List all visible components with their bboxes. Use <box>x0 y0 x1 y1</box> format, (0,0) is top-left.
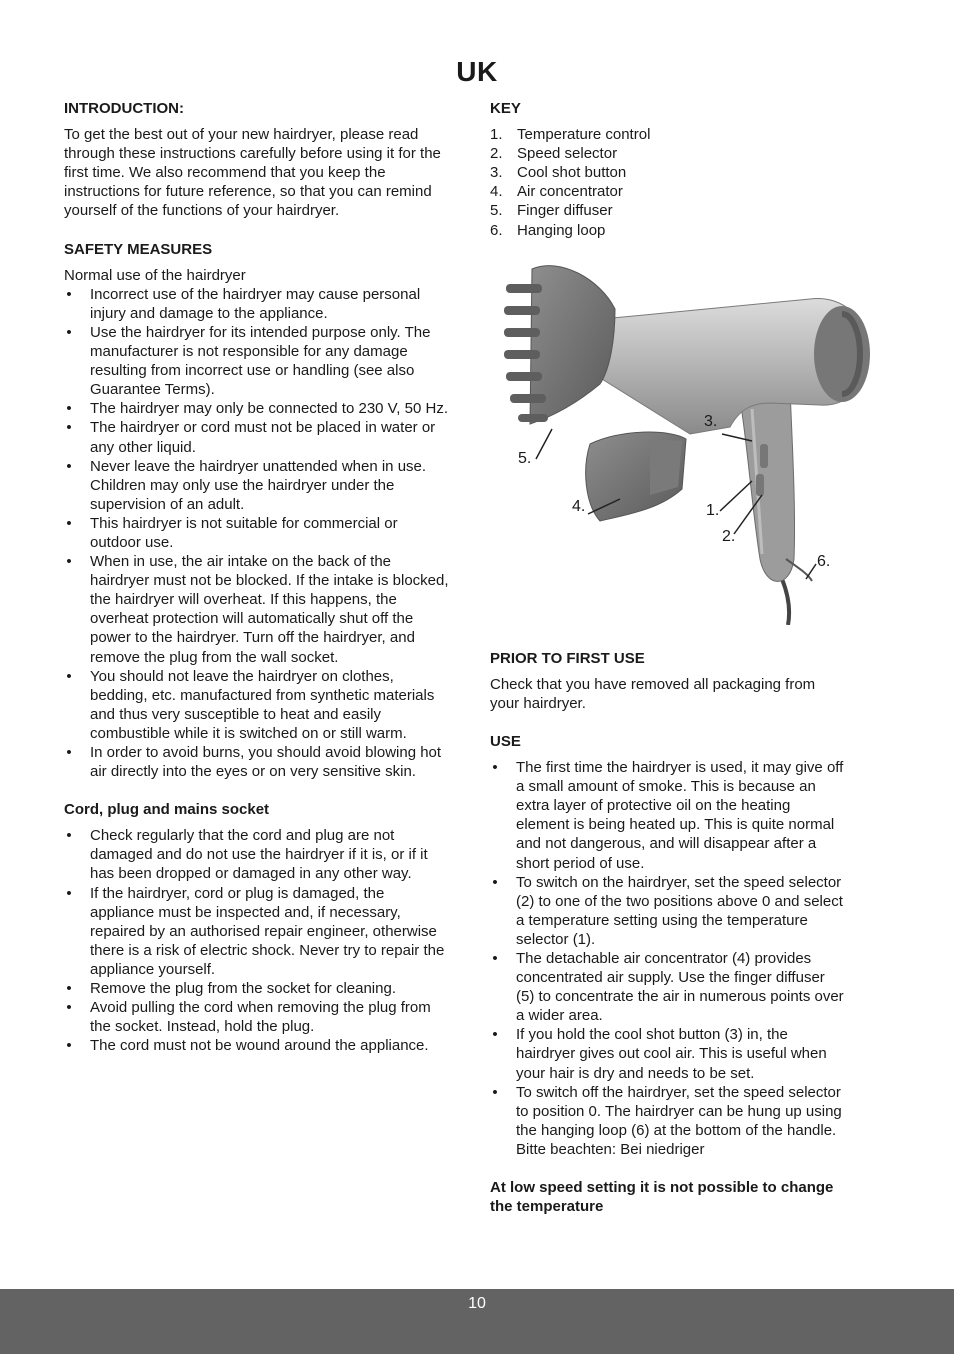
list-item <box>490 1025 846 1082</box>
callout-1: 1. <box>706 501 720 519</box>
page-footer <box>0 1289 954 1354</box>
left-column <box>64 99 449 1074</box>
key-section <box>490 99 846 240</box>
list-item <box>64 667 449 743</box>
bullet-icon: • <box>66 884 72 902</box>
key-item-number: 5. <box>490 202 503 220</box>
list-item-text: Remove the plug from the socket for cleaning. <box>90 980 396 998</box>
cord-section <box>64 800 449 1055</box>
safety-subtext: Normal use of the hairdryer <box>64 266 246 284</box>
bullet-icon: • <box>492 873 498 891</box>
list-item <box>64 514 449 552</box>
list-item-text: This hairdryer is not suitable for commercial or outdoor use. <box>90 514 398 551</box>
list-item <box>490 949 846 1025</box>
page-title: UK <box>456 56 498 87</box>
bullet-icon: • <box>66 999 72 1017</box>
list-item-text: In order to avoid burns, you should avoid blowing hot air directly into the eyes or on very sensitive skin. <box>90 744 442 781</box>
list-item-text: The hairdryer or cord must not be placed in water or any other liquid. <box>90 419 436 456</box>
list-item <box>64 979 449 998</box>
key-heading: KEY <box>490 100 521 117</box>
bullet-icon: • <box>492 1083 498 1101</box>
list-item-text: To switch on the hairdryer, set the speed selector (2) to one of the two positions above 0 and select a temperature setting using the temperature selector (1). <box>516 873 843 948</box>
key-item <box>490 221 846 240</box>
callout-6: 6. <box>817 552 831 570</box>
key-item <box>490 144 846 163</box>
list-item-text: The cord must not be wound around the appliance. <box>90 1037 429 1055</box>
bullet-icon: • <box>66 514 72 532</box>
list-item-text: You should not leave the hairdryer on clothes, bedding, etc. manufactured from synthetic materials and thus very susceptible to heat and easily combustible while it is switched on or still warm. <box>90 667 435 742</box>
list-item <box>64 323 449 399</box>
key-item-label: Cool shot button <box>517 164 627 182</box>
list-item <box>64 743 449 781</box>
key-item-label: Temperature control <box>517 126 651 144</box>
list-item <box>64 884 449 979</box>
list-item <box>64 399 449 418</box>
page-number: 10 <box>468 1295 486 1312</box>
key-item-number: 2. <box>490 145 503 163</box>
list-item-text: When in use, the air intake on the back of the hairdryer must not be blocked. If the intake is blocked, the hairdryer will overheat. If this happens, the overheat protection will automatically shut off the power to the hairdryer. Turn off the hairdryer, and remove the plug from the wall socket. <box>90 553 449 666</box>
bullet-icon: • <box>66 323 72 341</box>
key-item <box>490 182 846 201</box>
bullet-icon: • <box>66 419 72 437</box>
use-trailing-text: Bitte beachten: Bei niedriger <box>516 1140 705 1158</box>
callout-5: 5. <box>518 449 532 467</box>
list-item-text: If you hold the cool shot button (3) in, the hairdryer gives out cool air. This is useful when your hair is dry and needs to be set. <box>516 1026 827 1082</box>
key-item-label: Speed selector <box>517 145 618 163</box>
prior-text: Check that you have removed all packaging from your hairdryer. <box>490 675 816 712</box>
use-section <box>490 732 846 1159</box>
key-item-number: 1. <box>490 126 503 144</box>
key-item-number: 6. <box>490 221 503 239</box>
list-item-text: Incorrect use of the hairdryer may cause personal injury and damage to the appliance. <box>90 285 421 322</box>
callout-2: 2. <box>722 527 736 545</box>
list-item-text: Avoid pulling the cord when removing the plug from the socket. Instead, hold the plug. <box>90 999 431 1036</box>
introduction-text: To get the best out of your new hairdryer, please read through these instructions carefully before using it for the first time. We also recommend that you keep the instructions for future reference, so that you can remind yourself of the functions of your hairdryer. <box>64 126 441 220</box>
list-item <box>490 1083 846 1159</box>
safety-list <box>64 285 449 781</box>
bullet-icon: • <box>66 457 72 475</box>
list-item-text: Never leave the hairdryer unattended when in use. Children may only use the hairdryer under the supervision of an adult. <box>90 457 427 513</box>
bullet-icon: • <box>492 759 498 777</box>
bullet-icon: • <box>66 667 72 685</box>
use-heading: USE <box>490 732 521 750</box>
list-item <box>490 758 846 873</box>
list-item-text: Use the hairdryer for its intended purpose only. The manufacturer is not responsible for any damage resulting from incorrect use or handling (see also Guarantee Terms). <box>90 323 431 399</box>
list-item-text: The first time the hairdryer is used, it may give off a small amount of smoke. This is because an extra layer of protective oil on the heating element is being heated up. This is quite normal and not dangerous, and will disappear after a short period of use. <box>516 759 844 872</box>
key-item-label: Hanging loop <box>517 221 606 239</box>
bullet-icon: • <box>66 827 72 845</box>
introduction-section <box>64 99 449 221</box>
prior-section <box>490 649 846 713</box>
key-item <box>490 125 846 144</box>
low-speed-note: At low speed setting it is not possible to change the temperature <box>490 1179 846 1216</box>
cord-heading: Cord, plug and mains socket <box>64 801 270 819</box>
list-item-text: Check regularly that the cord and plug are not damaged and do not use the hairdryer if it is, or if it has been dropped or damaged in any other way. <box>90 827 428 883</box>
list-item <box>64 285 449 323</box>
key-item-number: 4. <box>490 183 503 201</box>
key-item <box>490 201 846 220</box>
hairdryer-drawing <box>490 259 870 625</box>
safety-section <box>64 240 449 782</box>
bullet-icon: • <box>66 400 72 418</box>
cord-list <box>64 826 449 1055</box>
key-item <box>490 163 846 182</box>
list-item-text: If the hairdryer, cord or plug is damaged, the appliance must be inspected and, if necessary, repaired by an authorised repair engineer, otherwise there is a risk of electric shock. Never try to repair the appliance yourself. <box>90 884 445 978</box>
list-item <box>64 1036 449 1055</box>
bullet-icon: • <box>66 1037 72 1055</box>
prior-heading: PRIOR TO FIRST USE <box>490 649 645 667</box>
key-list <box>490 125 846 240</box>
list-item <box>64 457 449 514</box>
bullet-icon: • <box>66 980 72 998</box>
safety-heading: SAFETY MEASURES <box>64 240 213 258</box>
right-column <box>490 99 846 1216</box>
key-item-label: Finger diffuser <box>517 202 613 220</box>
bullet-icon: • <box>66 744 72 761</box>
list-item <box>64 418 449 456</box>
key-item-number: 3. <box>490 164 503 182</box>
list-item <box>64 826 449 883</box>
bullet-icon: • <box>66 285 72 303</box>
bullet-icon: • <box>492 949 498 967</box>
callout-3: 3. <box>704 412 718 430</box>
list-item-text: The hairdryer may only be connected to 230 V, 50 Hz. <box>90 400 448 418</box>
use-list <box>490 758 846 1159</box>
key-item-label: Air concentrator <box>517 183 623 201</box>
bullet-icon: • <box>492 1026 498 1044</box>
introduction-heading: INTRODUCTION: <box>64 100 184 117</box>
list-item-text: To switch off the hairdryer, set the speed selector to position 0. The hairdryer can be hung up using the hanging loop (6) at the bottom of the handle. <box>516 1083 842 1139</box>
bullet-icon: • <box>66 553 72 571</box>
list-item-text: The detachable air concentrator (4) provides concentrated air supply. Use the finger diffuser (5) to concentrate the air in numerous points over a wider area. <box>516 949 844 1025</box>
list-item <box>490 873 846 949</box>
callout-4: 4. <box>572 497 586 515</box>
list-item <box>64 998 449 1036</box>
list-item <box>64 552 449 667</box>
hairdryer-illustration <box>490 259 870 625</box>
